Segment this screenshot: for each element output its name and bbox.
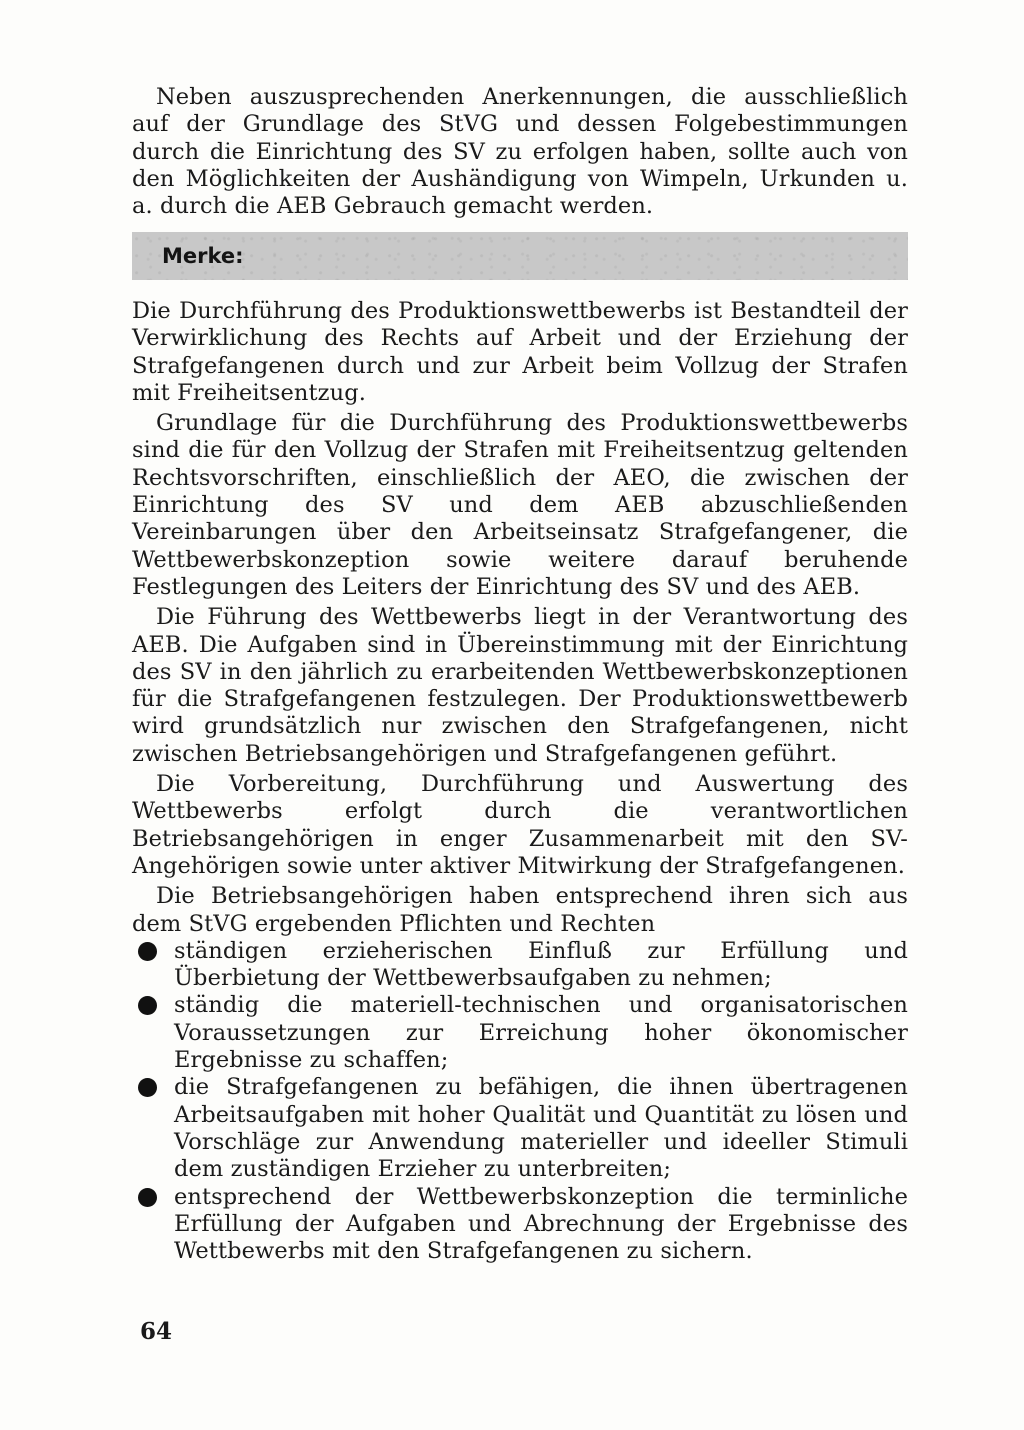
duty-text: die Strafgefangenen zu befähigen, die ihnen übertragenen Arbeitsaufgaben mit hoher Qualität und Quantität zu lösen und Vorschläge zur Anwendung materieller und ideeller Stimuli dem zuständigen Erzieher zu unterbreiten; — [174, 1074, 908, 1183]
list-item — [132, 938, 908, 993]
bullet-icon — [138, 942, 157, 961]
bullet-icon — [138, 996, 157, 1015]
list-item — [132, 1074, 908, 1183]
body-text — [132, 298, 908, 1265]
paragraph-4: Die Vorbereitung, Durchführung und Auswertung des Wettbewerbs erfolgt durch die verantwortlichen Betriebsangehörigen in enger Zusammenarbeit mit den SV-Angehörigen sowie unter aktiver Mitwirkung der Strafgefangenen. — [132, 771, 908, 879]
duty-text: ständigen erzieherischen Einfluß zur Erfüllung und Überbietung der Wettbewerbsaufgaben zu nehmen; — [174, 937, 908, 992]
merke-box — [132, 232, 908, 280]
duties-intro: Die Betriebsangehörigen haben entsprechend ihren sich aus dem StVG ergebenden Pflichten und Rechten — [132, 883, 908, 937]
duty-text: entsprechend der Wettbewerbskonzeption die terminliche Erfüllung der Aufgaben und Abrechnung der Ergebnisse des Wettbewerbs mit den Strafgefangenen zu sichern. — [174, 1183, 908, 1265]
intro-paragraph: Neben auszusprechenden Anerkennungen, die ausschließlich auf der Grundlage des StVG und dessen Folgebestimmungen durch die Einrichtung des SV zu erfolgen haben, sollte auch von den Möglichkeiten der Aushändigung von Wimpeln, Urkunden u. a. durch die AEB Gebrauch gemacht werden. — [132, 84, 908, 220]
paragraph-2: Grundlage für die Durchführung des Produktionswettbewerbs sind die für den Vollzug der Strafen mit Freiheitsentzug geltenden Rechtsvorschriften, einschließlich der AEO, die zwischen der Einrichtung des SV und dem AEB abzuschließenden Vereinbarungen über den Arbeitseinsatz Strafgefangener, die Wettbewerbskonzeption sowie weitere darauf beruhende Festlegungen des Leiters der Einrichtung des SV und des AEB. — [132, 410, 908, 600]
bullet-icon — [138, 1188, 157, 1207]
page-number: 64 — [140, 1318, 173, 1345]
list-item — [132, 1184, 908, 1266]
duty-list — [132, 938, 908, 1266]
duty-text: ständig die materiell-technischen und organisatorischen Voraussetzungen zur Erreichung hoher ökonomischer Ergebnisse zu schaffen; — [174, 992, 908, 1074]
merke-label: Merke: — [162, 244, 244, 268]
paragraph-3: Die Führung des Wettbewerbs liegt in der Verantwortung des AEB. Die Aufgaben sind in Übereinstimmung mit der Einrichtung des SV in den jährlich zu erarbeitenden Wettbewerbskonzeptionen für die Strafgefangenen festzulegen. Der Produktionswettbewerb wird grundsätzlich nur zwischen den Strafgefangenen, nicht zwischen Betriebsangehörigen und Strafgefangenen geführt. — [132, 604, 908, 767]
list-item — [132, 992, 908, 1074]
paragraph-1: Die Durchführung des Produktionswettbewerbs ist Bestandteil der Verwirklichung des Rechts auf Arbeit und der Erziehung der Strafgefangenen durch und zur Arbeit beim Vollzug der Strafen mit Freiheitsentzug. — [132, 298, 908, 406]
bullet-icon — [138, 1078, 157, 1097]
